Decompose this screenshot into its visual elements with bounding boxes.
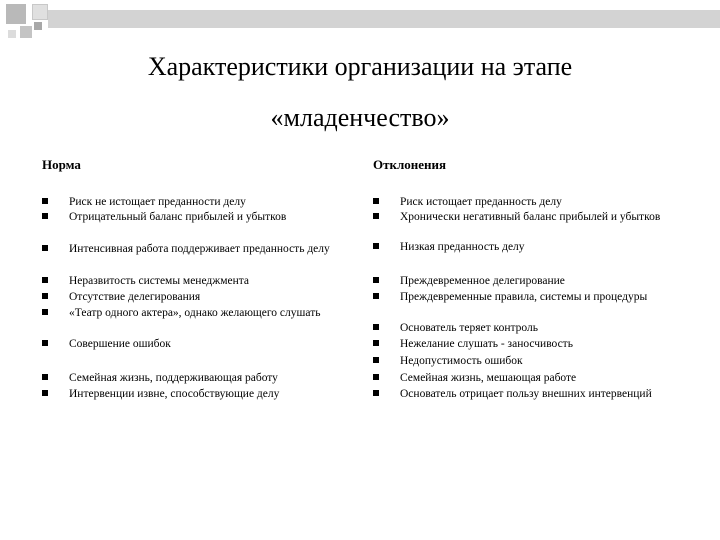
square-bullet-icon [373,277,379,283]
slide-title-line-1: Характеристики организации на этапе [147,52,573,81]
deviation-column-heading: Отклонения [373,157,447,172]
slide-title-line-2: «младенчество» [270,103,450,132]
square-bullet-icon [373,340,379,346]
square-bullet-icon [373,243,379,249]
square-bullet-icon [373,374,379,380]
square-bullet-icon [42,245,48,251]
square-bullet-icon [373,293,379,299]
square-bullet-icon [42,213,48,219]
square-bullet-icon [42,309,48,315]
norm-column-heading: Норма [42,157,81,172]
square-bullet-icon [373,213,379,219]
decor-square [8,30,16,38]
decor-square [20,26,32,38]
decor-square [32,4,48,20]
decor-square [6,4,26,24]
square-bullet-icon [42,293,48,299]
header-decor-bar [48,10,720,28]
square-bullet-icon [42,374,48,380]
decor-square [34,22,42,30]
square-bullet-icon [373,198,379,204]
square-bullet-icon [42,390,48,396]
square-bullet-icon [373,324,379,330]
square-bullet-icon [373,357,379,363]
square-bullet-icon [42,340,48,346]
square-bullet-icon [42,277,48,283]
square-bullet-icon [373,390,379,396]
square-bullet-icon [42,198,48,204]
